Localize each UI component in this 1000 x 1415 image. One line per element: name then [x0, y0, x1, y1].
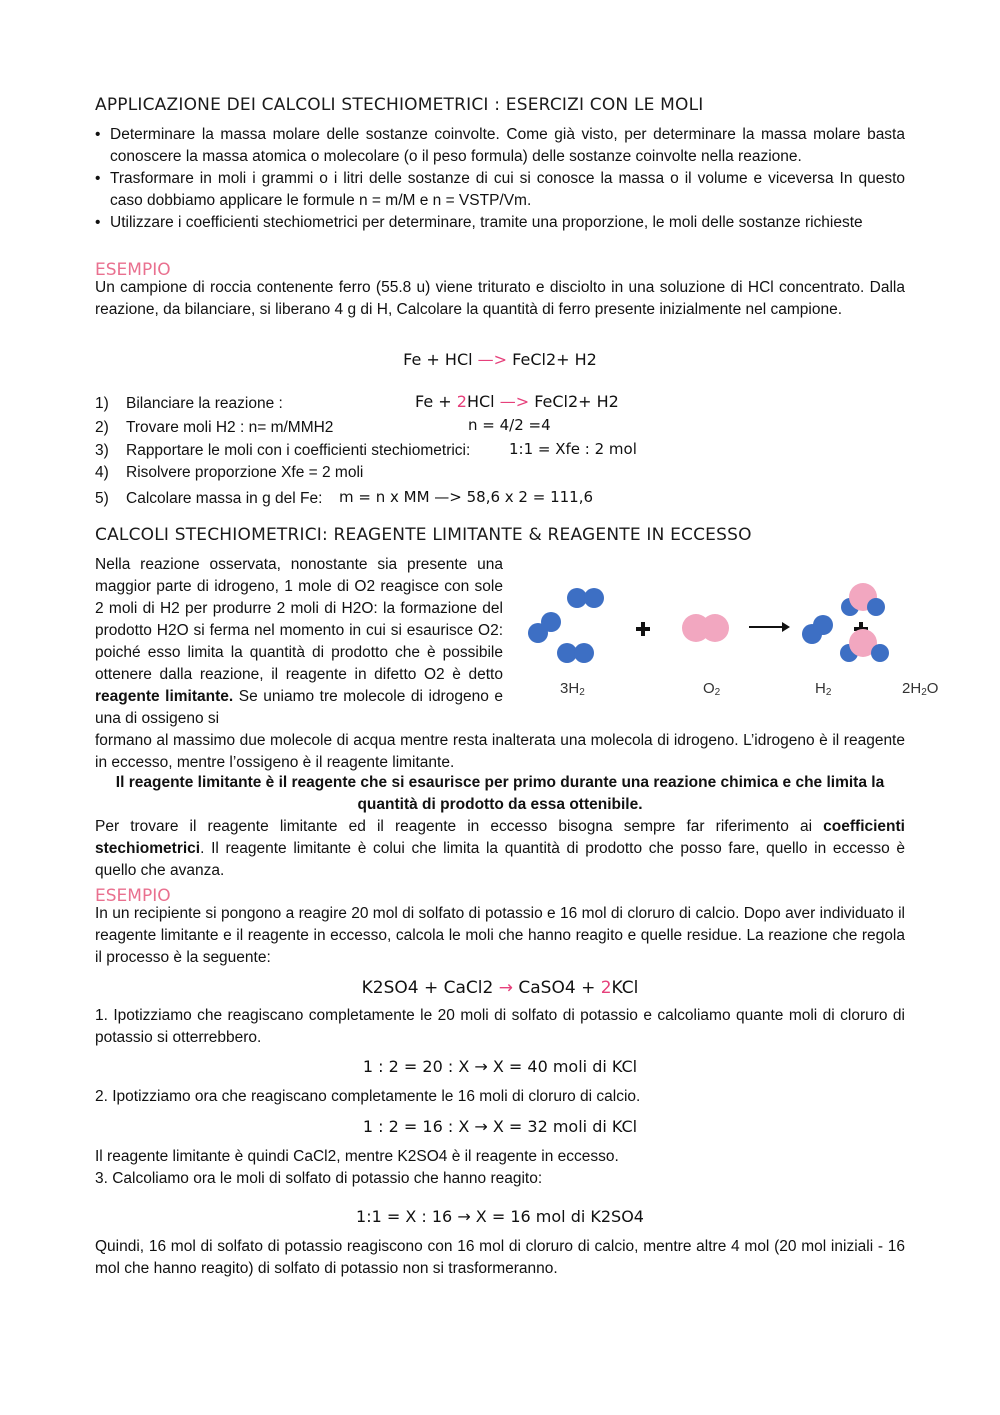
final-text: Quindi, 16 mol di solfato di potassio reagiscono con 16 mol di cloruro di calcio, mentre altre 4 mol (20 mol iniziali - 16 mol che hanno reagito) di solfato di potassio non si trasformeranno. — [95, 1238, 905, 1277]
step-item: 4) Risolvere proporzione Xfe = 2 moli — [95, 464, 364, 481]
calc-1: 1 : 2 = 20 : X → X = 40 moli di KCl — [362, 1057, 638, 1076]
section-title-moles: APPLICAZIONE DEI CALCOLI STECHIOMETRICI : ESERCIZI CON LE MOLI — [95, 95, 704, 115]
step-item: 2) Trovare moli H2 : n= m/MMH2 — [95, 419, 334, 436]
reaction-arrow: —> — [477, 350, 508, 369]
section-title-limiting: CALCOLI STECHIOMETRICI: REAGENTE LIMITANTE & REAGENTE IN ECCESSO — [95, 525, 752, 545]
step-3-text: 3. Calcoliamo ora le moli di solfato di potassio che hanno reagito: — [95, 1170, 543, 1187]
reaction-right: FeCl2+ H2 — [512, 350, 597, 369]
definition: Il reagente limitante è il reagente che si esaurisce per primo durante una reazione chimica e che limita la quantità di prodotto da essa ottenibile. — [115, 774, 885, 813]
bullet-item: • Trasformare in moli i grammi o i litri delle sostanze di cui si conosce la massa o il volume e viceversa In questo caso dobbiamo applicare le formule n = m/M e n = VSTP/Vm. — [95, 168, 905, 212]
coefficients-paragraph: Per trovare il reagente limitante ed il reagente in eccesso bisogna sempre far riferimento ai coefficienti stechiometrici. Il reagente limitante è colui che limita la quantità di prodotto che posso fare, quello in eccesso è quello che avanza. — [95, 818, 905, 879]
limiting-paragraph: Nella reazione osservata, nonostante sia presente una maggior parte di idrogeno, 1 mole di O2 reagisce con sole 2 moli di H2 per produrre 2 moli di H2O: la formazione del prodotto H2O si ferma nel momento in cui si esaurisce O2: poiché esso limita la quantità di prodotto che è possibile ottenere dalla reazione, il reagente in difetto O2 è detto reagente limitante. Se uniamo tre molecole di idrogeno e una di ossigeno si — [95, 556, 503, 727]
label-3h2: $3H_2$ — [560, 680, 585, 698]
limiting-paragraph-cont: formano al massimo due molecole di acqua mentre resta inalterata una molecola di idrogeno. L’idrogeno è il reagente in eccesso, mentre l’ossigeno è il reagente limitante. — [95, 732, 905, 771]
water-molecules — [840, 583, 889, 662]
example-label: ESEMPIO — [95, 260, 171, 280]
moles-calc: n = 4/2 =4 — [468, 416, 551, 434]
bullet-item: • Utilizzare i coefficienti stechiometrici per determinare, tramite una proporzione, le moli delle sostanze richieste — [95, 212, 905, 234]
balanced-reaction: Fe + 2HCl —> FeCl2+ H2 — [415, 392, 619, 411]
reaction-arrow-icon — [749, 622, 790, 632]
reaction-left: Fe + HCl — [403, 350, 473, 369]
label-2h2o: $2H_2O$ — [902, 680, 939, 698]
bullet-list — [95, 124, 905, 234]
reaction-equation — [95, 350, 905, 369]
label-o2: $O_2$ — [703, 680, 721, 698]
conclusion-text: Il reagente limitante è quindi CaCl2, mentre K2SO4 è il reagente in eccesso. — [95, 1148, 619, 1165]
oxygen-molecule — [682, 614, 729, 642]
mass-calc: m = n x MM —> 58,6 x 2 = 111,6 — [339, 488, 594, 506]
calc-3: 1:1 = X : 16 → X = 16 mol di K2SO4 — [356, 1207, 644, 1226]
bullet-item: • Determinare la massa molare delle sostanze coinvolte. Come già visto, per determinare la massa molare basta conoscere la massa atomica o molecolare (o il peso formula) delle sostanze coinvolte nella reazione. — [95, 124, 905, 168]
step-item: 3) Rapportare le moli con i coefficienti stechiometrici: — [95, 442, 471, 459]
hydrogen-molecule-product — [802, 615, 833, 644]
hydrogen-molecules-reactant — [528, 588, 604, 663]
step-2-text: 2. Ipotizziamo ora che reagiscano completamente le 16 moli di cloruro di calcio. — [95, 1088, 641, 1105]
calc-2: 1 : 2 = 16 : X → X = 32 moli di KCl — [362, 1117, 638, 1136]
reaction-equation-2: K2SO4 + CaCl2 → CaSO4 + 2KCl — [361, 978, 639, 998]
step-item: 1) Bilanciare la reazione : — [95, 395, 283, 412]
plus-sign — [636, 622, 650, 636]
step-item: 5) Calcolare massa in g del Fe: — [95, 490, 323, 507]
ratio-calc: 1:1 = Xfe : 2 mol — [509, 440, 637, 458]
example-label: ESEMPIO — [95, 886, 171, 906]
label-h2: $H_2$ — [815, 680, 832, 698]
step-1-text: 1. Ipotizziamo che reagiscano completamente le 20 moli di solfato di potassio e calcoliamo quante moli di cloruro di potassio si otterrebbero. — [95, 1007, 905, 1046]
example-text: In un recipiente si pongono a reagire 20 mol di solfato di potassio e 16 mol di cloruro di calcio. Dopo aver individuato il reagente limitante e il reagente in eccesso, calcola le moli che hanno reagito e quelle residue. La reazione che regola il processo è la seguente: — [95, 905, 905, 966]
example-text: Un campione di roccia contenente ferro (55.8 u) viene triturato e disciolto in una soluzione di HCl concentrato. Dalla reazione, da bilanciare, si liberano 4 g di H, Calcolare la quantità di ferro presente inizialmente nel campione. — [95, 279, 905, 318]
